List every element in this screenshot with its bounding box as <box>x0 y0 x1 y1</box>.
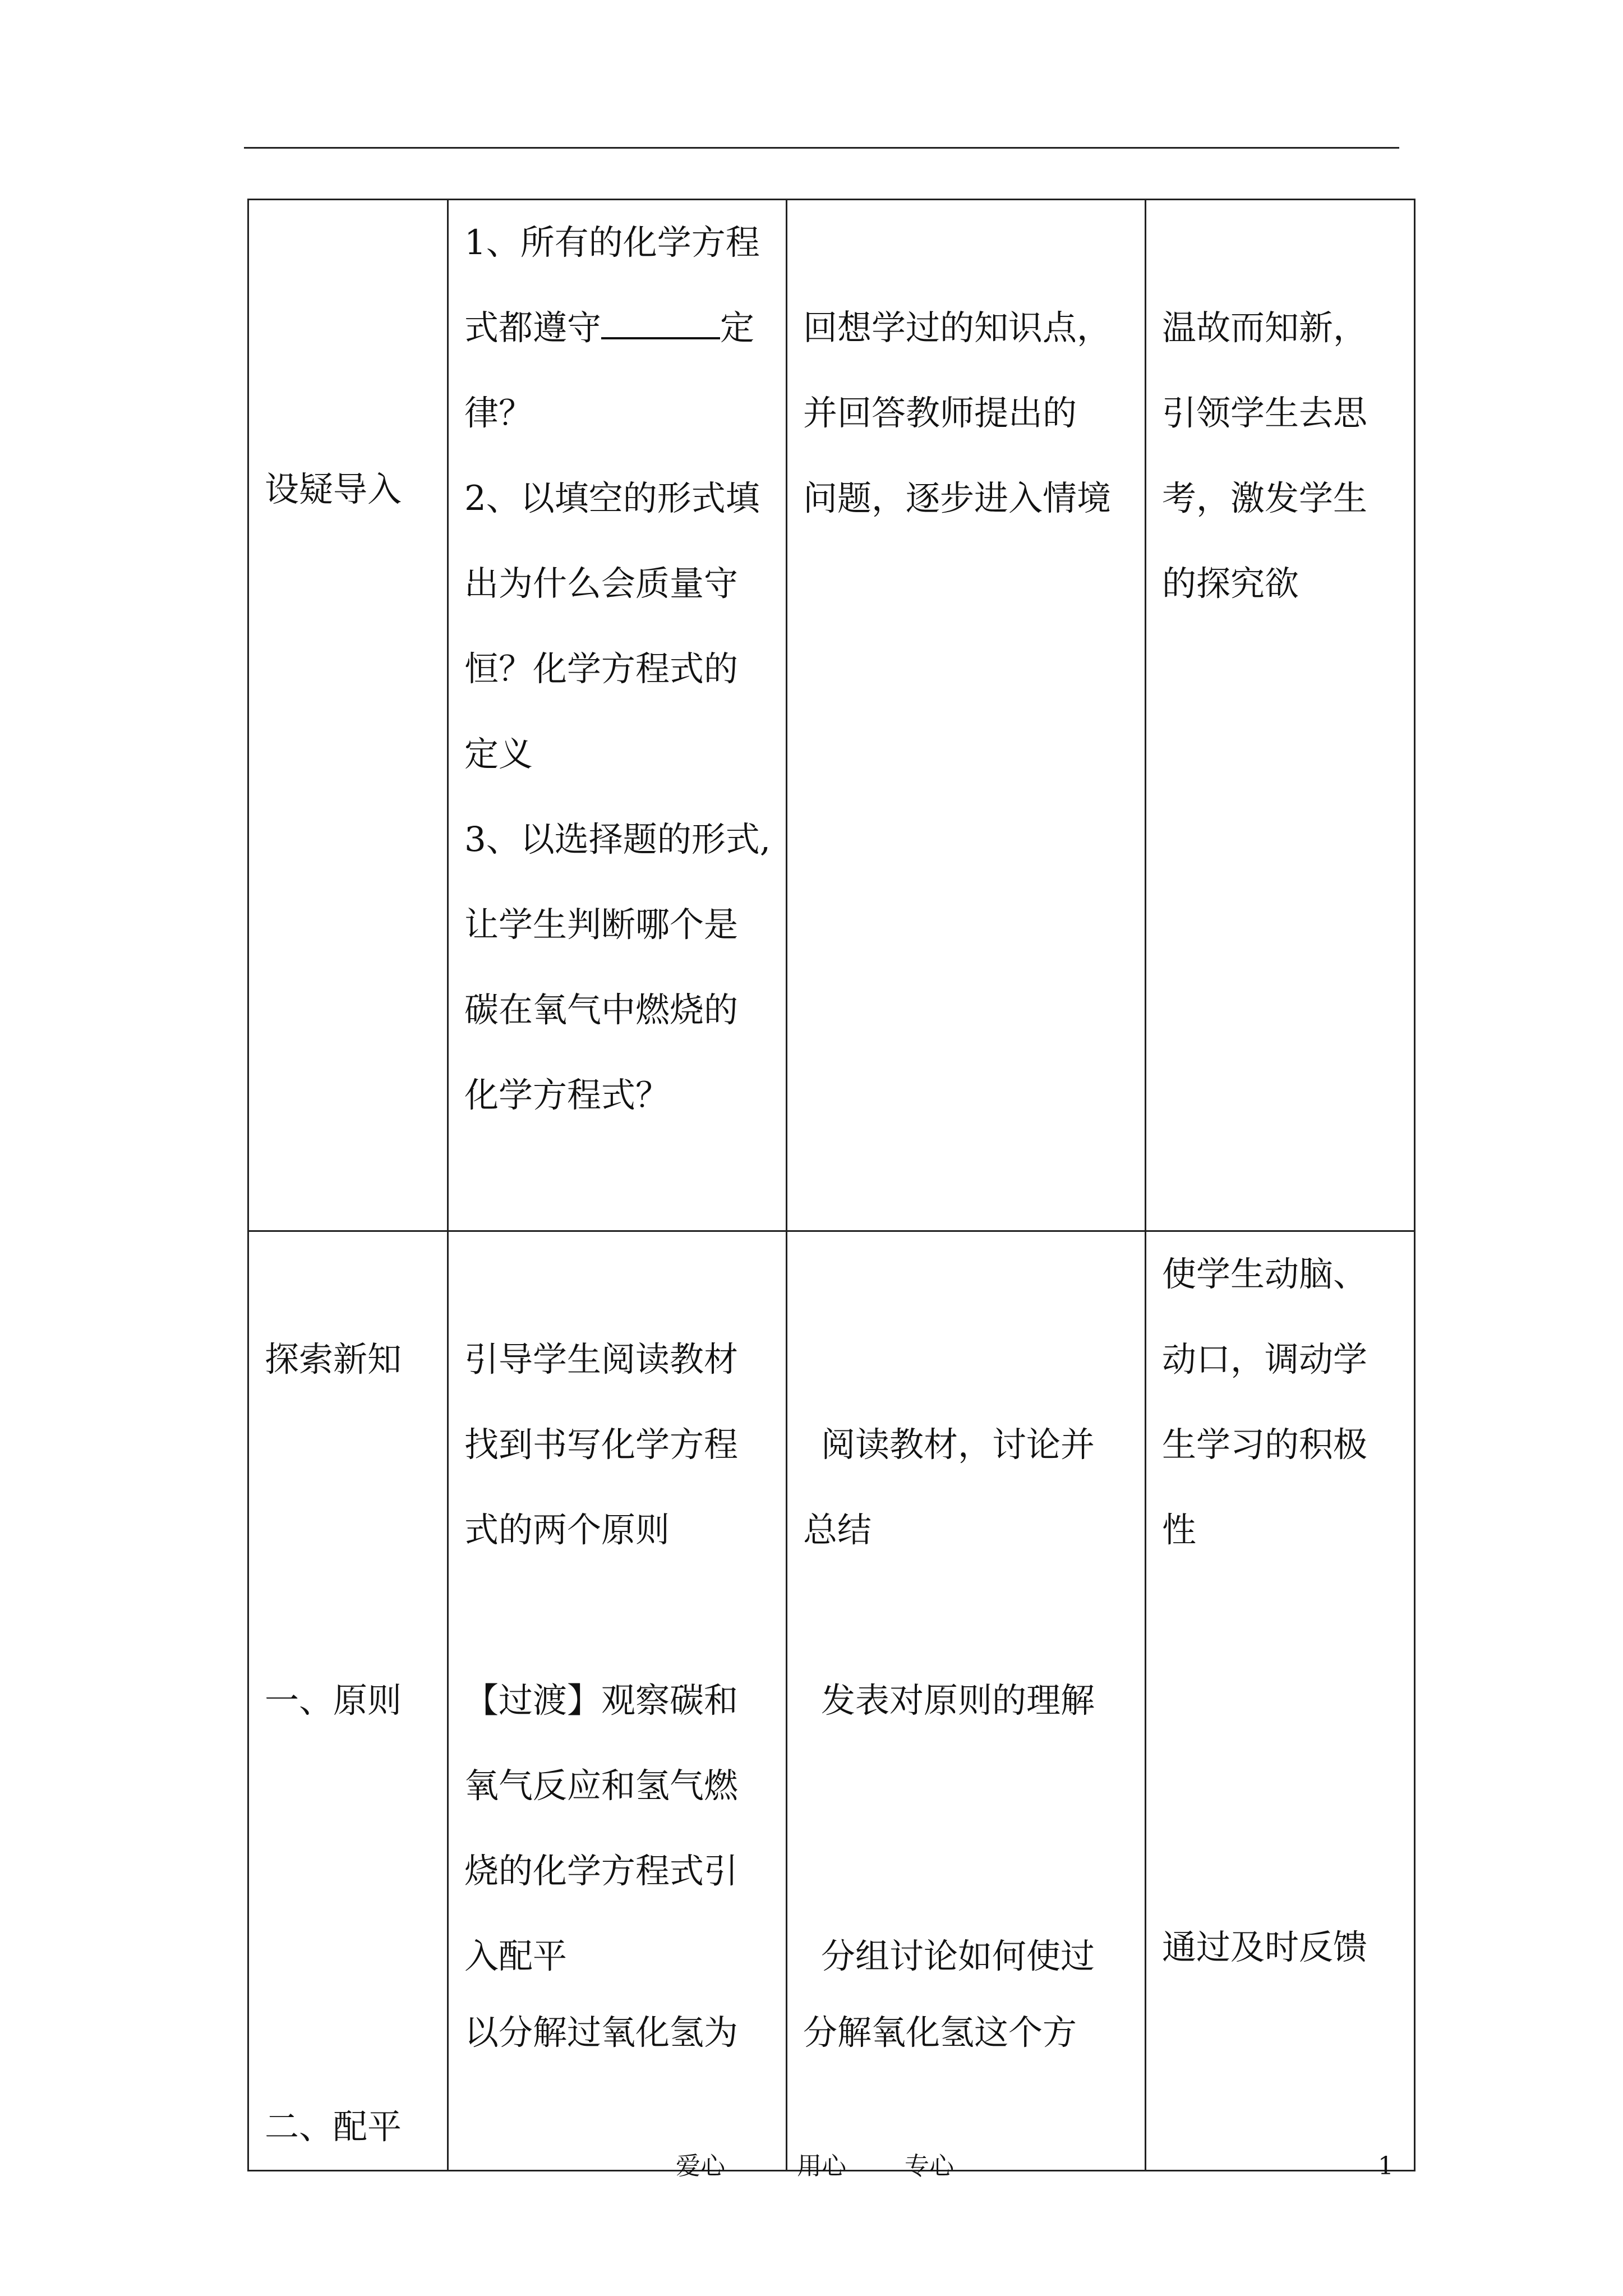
student-line: 分组讨论如何使过 <box>821 1936 1095 1976</box>
question-line: 让学生判断哪个是 <box>464 905 739 945</box>
question-line: 2、以填空的形式填 <box>464 478 760 518</box>
intent-line: 考，激发学生 <box>1162 478 1368 518</box>
intent-spacer <box>1162 1573 1408 1658</box>
student-spacer <box>803 1573 1139 1658</box>
stage-cell <box>248 1231 448 2171</box>
question-line: 出为什么会质量守 <box>464 564 739 604</box>
question-line: 3、以选择题的形式, <box>464 820 771 859</box>
student-spacer <box>803 1829 1139 1914</box>
intent-spacer <box>1162 1658 1408 1743</box>
stage-spacer <box>265 1999 441 2085</box>
student-activity-cell <box>787 1231 1146 2171</box>
stage-label: 设疑导入 <box>265 470 402 509</box>
teacher-line: 烧的化学方程式引 <box>464 1851 739 1891</box>
question-line: 恒？化学方程式的 <box>464 649 739 689</box>
teacher-line: 式的两个原则 <box>464 1510 670 1550</box>
question-line: 定义 <box>464 734 533 774</box>
stage-spacer <box>265 1573 441 1658</box>
design-intent-cell <box>1146 200 1415 1231</box>
teacher-line: 氧气反应和氢气燃 <box>464 1766 739 1806</box>
teacher-spacer <box>464 1573 780 1658</box>
intent-line: 的探究欲 <box>1162 564 1299 604</box>
question-line: 碳在氧气中燃烧的 <box>464 990 739 1030</box>
intent-line: 温故而知新， <box>1162 308 1368 348</box>
teacher-line: 入配平 <box>464 1936 568 1976</box>
motto-word: 用心 <box>797 2152 846 2180</box>
blank-suffix: 定 <box>720 308 755 348</box>
student-line: 阅读教材，讨论并 <box>821 1425 1095 1465</box>
teacher-line: 引导学生阅读教材 <box>464 1340 739 1379</box>
student-line: 回想学过的知识点， <box>803 308 1112 348</box>
stage-cell <box>248 200 448 1231</box>
student-activity-cell <box>787 200 1146 1231</box>
stage-spacer <box>265 1914 441 1999</box>
table-row-intro <box>248 200 1415 1231</box>
intent-line: 使学生动脑、 <box>1162 1254 1368 1294</box>
intent-line: 生学习的积极 <box>1162 1425 1368 1465</box>
intent-line: 引领学生去思 <box>1162 393 1368 433</box>
student-line: 问题，逐步进入情境 <box>803 478 1112 518</box>
student-line: 发表对原则的理解 <box>821 1681 1095 1720</box>
motto-word: 爱心 <box>676 2152 725 2180</box>
student-line: 分解氧化氢这个方 <box>803 2013 1077 2053</box>
intent-line: 通过及时反馈 <box>1162 1927 1368 1967</box>
stage-label: 一、原则 <box>265 1681 402 1720</box>
stage-spacer <box>265 1829 441 1914</box>
student-line: 并回答教师提出的 <box>803 393 1077 433</box>
footer-motto <box>676 2150 954 2183</box>
teacher-activity-cell <box>448 200 787 1231</box>
stage-label: 探索新知 <box>265 1340 402 1379</box>
header-rule <box>244 147 1399 149</box>
stage-label: 二、配平 <box>265 2107 402 2147</box>
student-spacer <box>803 1743 1139 1829</box>
stage-spacer <box>265 1488 441 1573</box>
stage-spacer <box>265 1743 441 1829</box>
question-line: 1、所有的化学方程 <box>464 223 760 263</box>
intent-spacer <box>1162 1829 1408 1914</box>
student-line: 总结 <box>803 1510 872 1550</box>
lesson-plan-table <box>247 199 1415 2171</box>
design-intent-cell <box>1146 1231 1415 2171</box>
fill-in-blank <box>601 326 720 339</box>
question-line: 律？ <box>464 393 533 433</box>
teacher-line: 【过渡】观察碳和 <box>464 1681 739 1720</box>
teacher-activity-cell <box>448 1231 787 2171</box>
teacher-line: 找到书写化学方程 <box>464 1425 739 1465</box>
intent-line: 性 <box>1162 1510 1197 1550</box>
motto-word: 专心 <box>905 2152 954 2180</box>
page-number: 1 <box>1378 2152 1394 2180</box>
blank-prefix: 式都遵守 <box>464 308 602 348</box>
question-line: 化学方程式？ <box>464 1075 670 1115</box>
intent-line: 动口，调动学 <box>1162 1340 1368 1379</box>
table-row-explore <box>248 1231 1415 2171</box>
stage-spacer <box>265 1402 441 1488</box>
intent-spacer <box>1162 1743 1408 1829</box>
teacher-line: 以分解过氧化氢为 <box>464 2013 739 2053</box>
question-line-with-blank <box>464 286 780 371</box>
